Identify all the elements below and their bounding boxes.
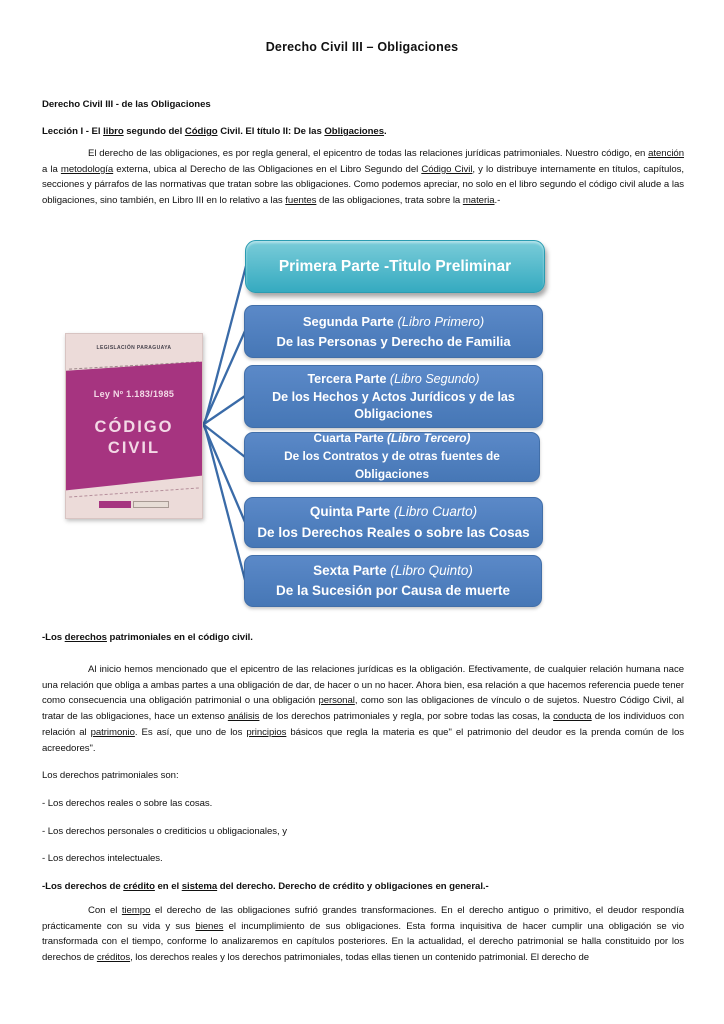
book-publisher-header: LEGISLACIÓN PARAGUAYA xyxy=(96,345,172,351)
paragraph-patrimoniales: Al inicio hemos mencionado que el epicentro de las relaciones jurídicas es la obligación. Efectivamente, de cualquier relación humana nace una relación que obliga a ambas partes a una obligación de dar, de hacer o un no hacer. Ahora bien, esa relación a que hacemos referencia puede tener como consecuencia una obligación patrimonial o una obligación personal, como son las obligaciones de vínculo o de sujetos. Nuestro Código Civil, al tratar de las obligaciones, hace un extenso análisis de los derechos patrimoniales y regla, por sobre todas las cosas, la conducta de los individuos con relación al patrimonio. Es así, que uno de los principios básicos que regla la materia es que" el patrimonio del deudor es la prenda común de los acreedores". xyxy=(42,664,685,754)
codigo-civil-structure-diagram xyxy=(0,238,724,616)
publisher-logo-right-block xyxy=(133,501,169,508)
diagram-box-quinta-parte xyxy=(244,497,543,548)
book-law-number: Ley Nº 1.183/1985 xyxy=(93,389,175,399)
diagram-box-heading: Tercera Parte (Libro Segundo) xyxy=(307,372,480,387)
book-title-codigo: CÓDIGO xyxy=(94,418,174,436)
diagram-box-subtitle: De los Derechos Reales o sobre las Cosas xyxy=(257,524,530,540)
diagram-box-subtitle: De la Sucesión por Causa de muerte xyxy=(275,583,511,598)
book-dashed-line-bottom xyxy=(69,487,199,497)
diagram-box-heading: Segunda Parte (Libro Primero) xyxy=(302,314,485,329)
connector-line xyxy=(205,427,245,580)
codigo-civil-book-cover xyxy=(65,333,203,519)
diagram-box-primera-parte xyxy=(245,240,545,293)
diagram-box-sexta-parte xyxy=(244,555,542,607)
document-title: Derecho Civil III – Obligaciones xyxy=(265,40,459,54)
section-heading-patrimoniales: -Los derechos patrimoniales en el código civil. xyxy=(42,632,253,643)
lesson-heading: Lección I - El libro segundo del Código Civil. El título II: De las Obligaciones. xyxy=(42,126,387,137)
book-title-civil: CIVIL xyxy=(107,439,161,457)
section-heading-credito: -Los derechos de crédito en el sistema del derecho. Derecho de crédito y obligaciones en general.- xyxy=(42,881,489,892)
diagram-box-heading: Primera Parte -Titulo Preliminar xyxy=(278,257,512,275)
course-heading: Derecho Civil III - de las Obligaciones xyxy=(42,99,211,110)
paragraph-credito: Con el tiempo el derecho de las obligaciones sufrió grandes transformaciones. En el derecho antiguo o primitivo, el deudor respondía prácticamente con su vida y sus bienes el incumplimiento de sus obligaciones. Esta forma inquisitiva de hacer cumplir una obligación se vio transformada con el tiempo, conforme lo analizaremos en capítulos posteriores. En la actualidad, el derecho patrimonial se halla constituido por los derechos de créditos, los derechos reales y los derechos patrimoniales, todas ellas tienen un contenido patrimonial. El derecho de xyxy=(42,905,684,964)
diagram-box-subtitle: De las Personas y Derecho de Familia xyxy=(276,333,511,349)
list-item: - Los derechos personales o crediticios u obligacionales, y xyxy=(42,826,288,837)
diagram-box-segunda-parte xyxy=(244,305,543,358)
book-publisher-logo xyxy=(66,501,202,508)
paragraph-intro: El derecho de las obligaciones, es por regla general, el epicentro de todas las relaciones jurídicas patrimoniales. Nuestro código, en atención a la metodología externa, ubica al Derecho de las Obligaciones en el Libro Segundo del Código Civil, y lo distribuye internamente en títulos, capítulos, secciones y párrafos de las normativas que tratan sobre las obligaciones. Como podemos apreciar, no solo en el libro segundo el código civil alude a las obligaciones, sino también, en Libro III en lo relativo a las fuentes de las obligaciones, trata sobre la materia.- xyxy=(42,148,684,207)
diagram-box-heading: Sexta Parte (Libro Quinto) xyxy=(313,562,473,578)
list-item: - Los derechos reales o sobre las cosas. xyxy=(42,798,213,809)
list-intro: Los derechos patrimoniales son: xyxy=(42,770,179,781)
diagram-box-subtitle: De los Hechos y Actos Jurídicos y de las Obligaciones xyxy=(272,390,515,421)
diagram-box-cuarta-parte xyxy=(244,432,540,482)
diagram-box-heading: Quinta Parte (Libro Cuarto) xyxy=(309,504,478,520)
publisher-logo-left-block xyxy=(99,501,131,508)
diagram-box-subtitle: De los Contratos y de otras fuentes de Obligaciones xyxy=(284,449,500,481)
diagram-box-heading: Cuarta Parte (Libro Tercero) xyxy=(313,431,471,446)
list-item: - Los derechos intelectuales. xyxy=(42,853,163,864)
diagram-box-tercera-parte xyxy=(244,365,543,428)
